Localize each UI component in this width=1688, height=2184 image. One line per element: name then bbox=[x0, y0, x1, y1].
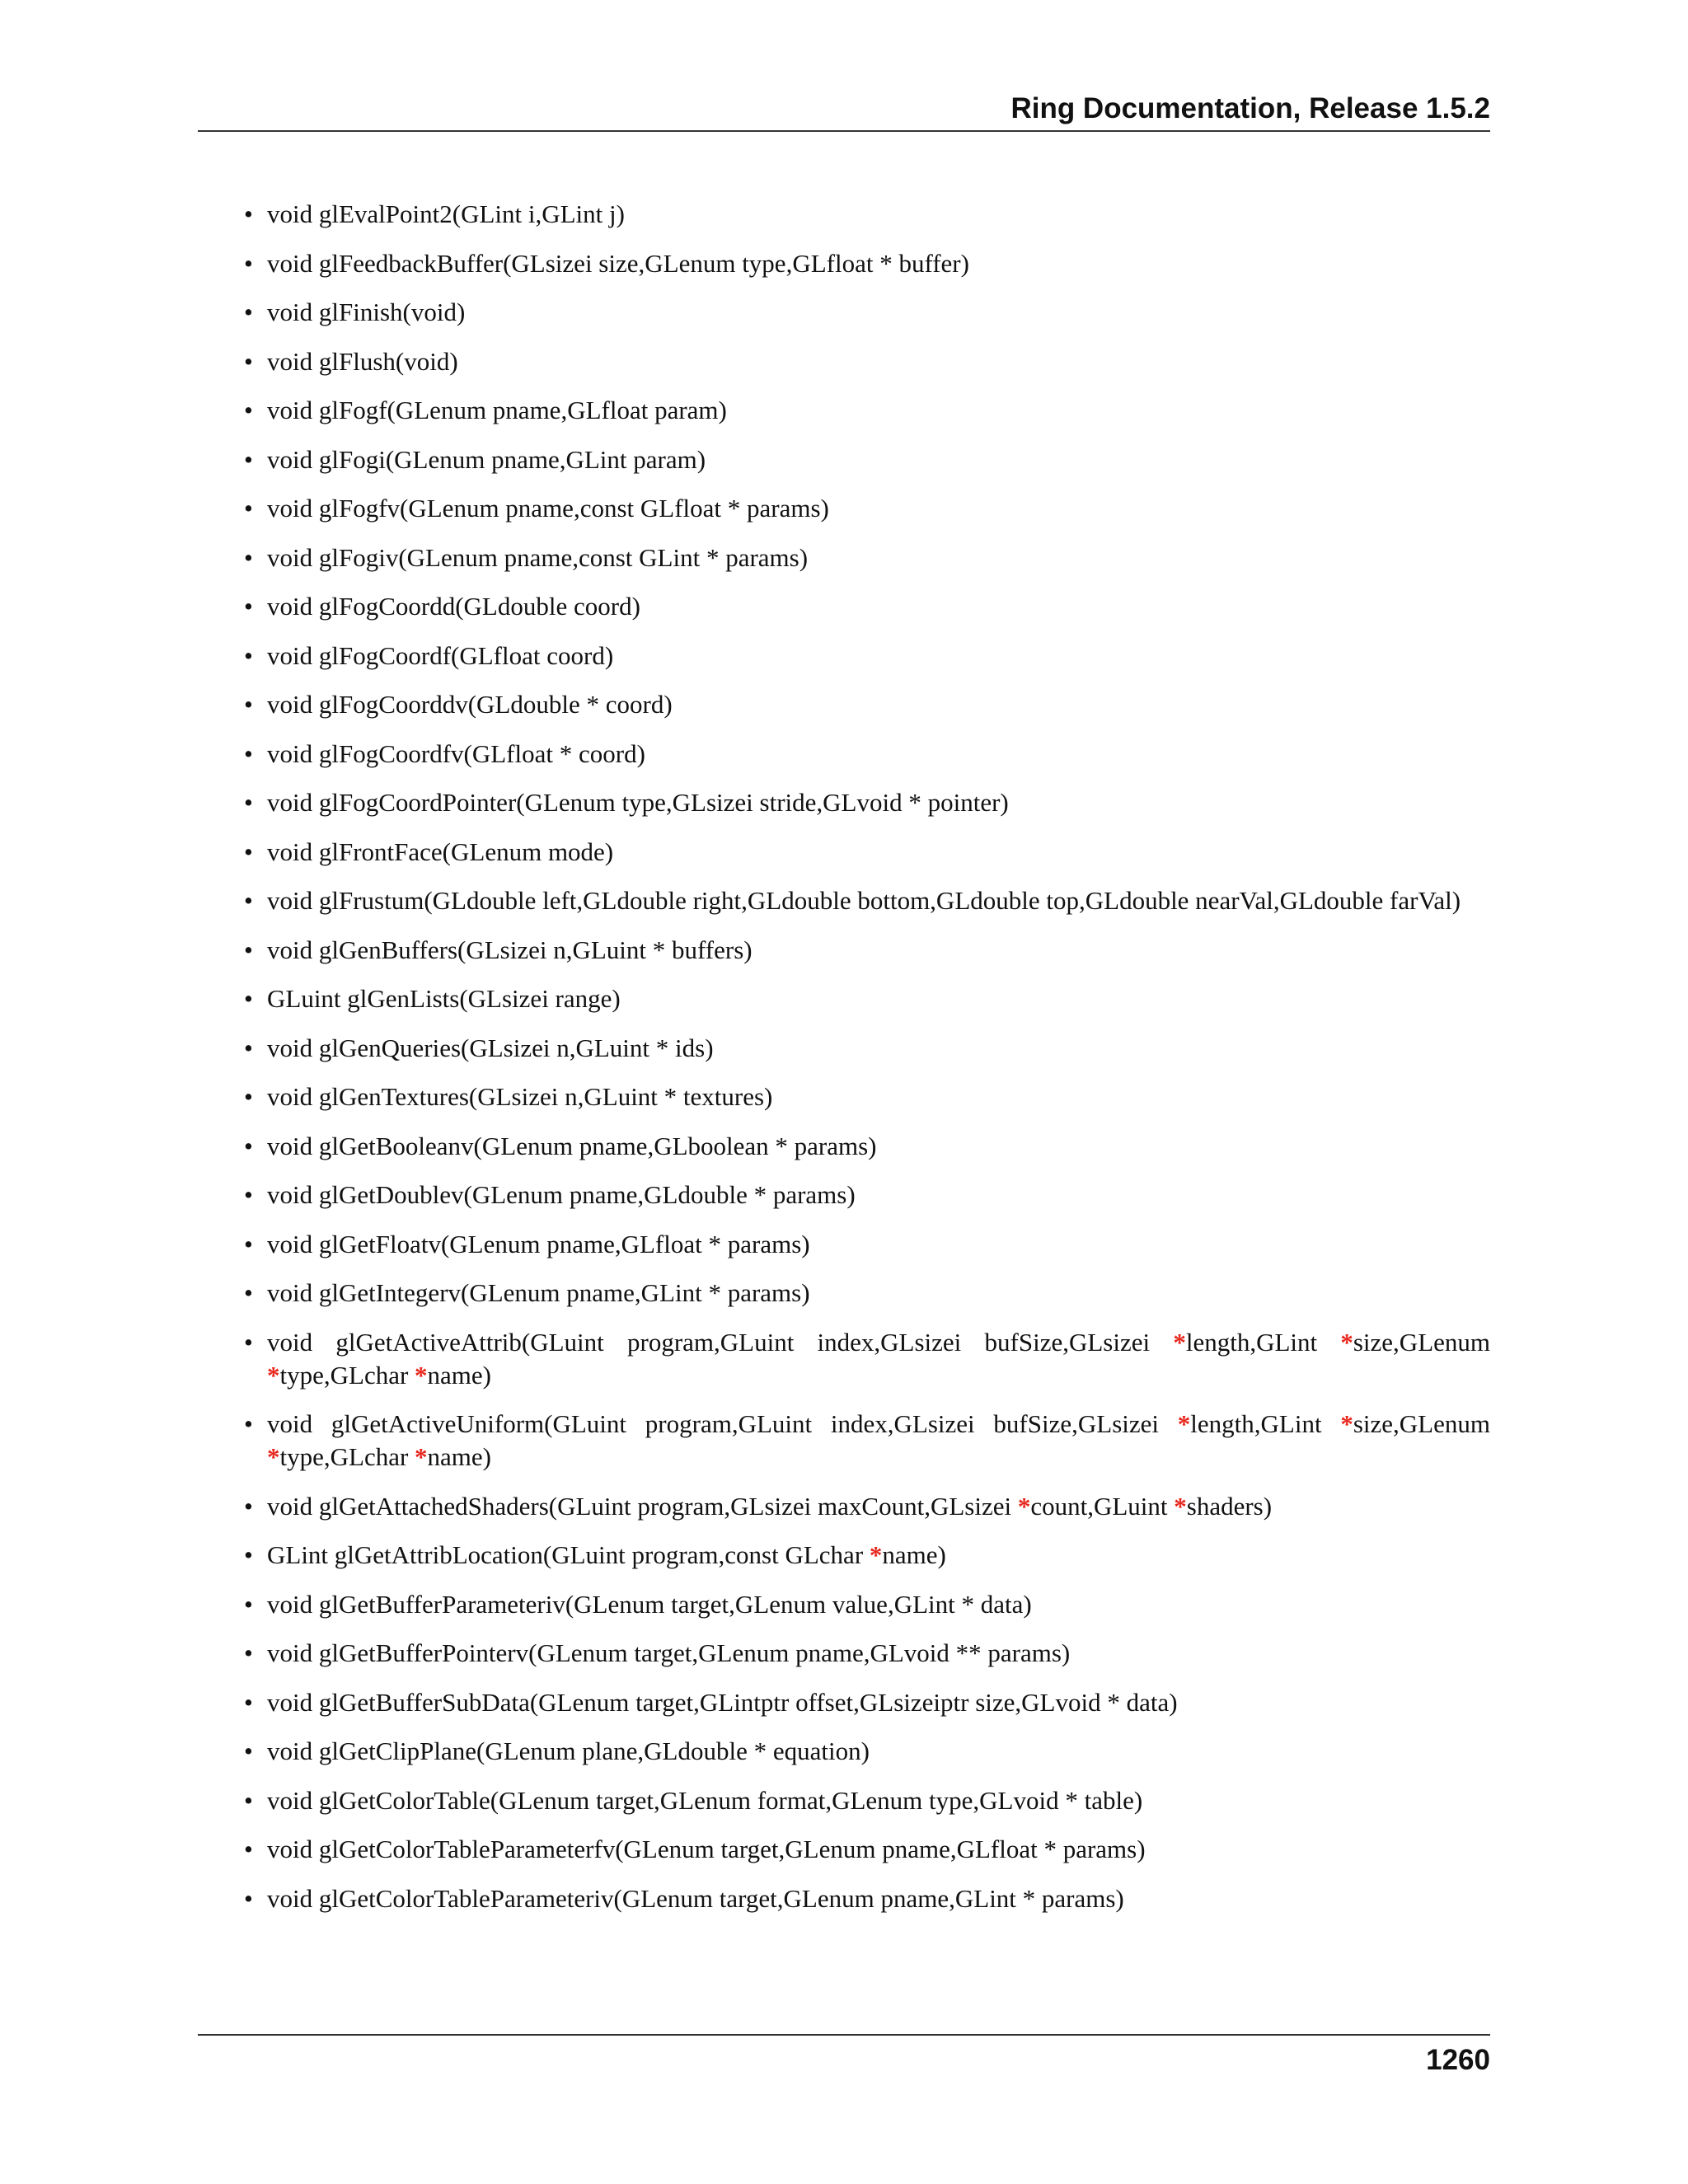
function-signature bbox=[267, 788, 1009, 817]
bullet-icon: • bbox=[244, 788, 253, 817]
pointer-asterisk: * bbox=[869, 1540, 883, 1569]
signature-text: shaders) bbox=[1186, 1491, 1273, 1521]
function-signature bbox=[267, 199, 625, 228]
function-signature bbox=[267, 1278, 810, 1307]
signature-text: name) bbox=[427, 1360, 492, 1390]
bullet-icon: • bbox=[244, 1229, 253, 1258]
function-signature bbox=[267, 1835, 1146, 1863]
signature-text: void glFlush(void) bbox=[267, 346, 458, 376]
signature-text: size,GLenum bbox=[1353, 1327, 1490, 1357]
bullet-icon: • bbox=[244, 1687, 253, 1717]
bullet-icon: • bbox=[244, 1638, 253, 1667]
function-signature bbox=[267, 1638, 1070, 1667]
signature-text: void glGetBooleanv(GLenum pname,GLboolean * params) bbox=[267, 1131, 877, 1160]
list-item bbox=[244, 541, 1490, 574]
function-signature bbox=[267, 1786, 1142, 1815]
bullet-icon: • bbox=[244, 1327, 253, 1357]
signature-text: void glFeedbackBuffer(GLsizei size,GLenum type,GLfloat * buffer) bbox=[267, 248, 969, 278]
list-item bbox=[244, 590, 1490, 623]
signature-text: void glGenTextures(GLsizei n,GLuint * textures) bbox=[267, 1082, 773, 1111]
bullet-icon: • bbox=[244, 984, 253, 1013]
signature-text: void glFogf(GLenum pname,GLfloat param) bbox=[267, 396, 727, 424]
signature-text: name) bbox=[882, 1540, 946, 1569]
signature-text: void glGenQueries(GLsizei n,GLuint * ids) bbox=[267, 1033, 714, 1062]
function-signature bbox=[267, 1033, 714, 1062]
list-item bbox=[244, 836, 1490, 869]
function-signature bbox=[267, 1884, 1124, 1913]
function-signature bbox=[267, 1492, 1272, 1521]
bullet-icon: • bbox=[244, 1589, 253, 1619]
signature-text: void glFogiv(GLenum pname,const GLint * params) bbox=[267, 542, 809, 572]
list-item bbox=[244, 1408, 1490, 1474]
list-item bbox=[244, 1032, 1490, 1065]
list-item bbox=[244, 1179, 1490, 1212]
signature-text: void glGetFloatv(GLenum pname,GLfloat * params) bbox=[267, 1229, 810, 1258]
function-signature bbox=[267, 1409, 1490, 1471]
function-signature bbox=[267, 494, 829, 523]
bullet-icon: • bbox=[244, 1835, 253, 1863]
list-item bbox=[244, 1833, 1490, 1866]
list-item bbox=[244, 1637, 1490, 1670]
function-signature bbox=[267, 886, 1461, 915]
header-divider bbox=[198, 130, 1490, 132]
signature-text: void glFrustum(GLdouble left,GLdouble right,GLdouble bottom,GLdouble top,GLdouble nearVal,GLdouble farVal) bbox=[267, 886, 1461, 915]
list-item bbox=[244, 786, 1490, 819]
list-item bbox=[244, 296, 1490, 329]
list-item bbox=[244, 1784, 1490, 1817]
signature-text: void glGetActiveAttrib(GLuint program,GLuint index,GLsizei bufSize,GLsizei bbox=[267, 1327, 1174, 1357]
list-item bbox=[244, 492, 1490, 525]
signature-text: length,GLint bbox=[1190, 1409, 1341, 1438]
signature-text: void glFogCoorddv(GLdouble * coord) bbox=[267, 690, 673, 719]
signature-text: void glEvalPoint2(GLint i,GLint j) bbox=[267, 199, 625, 228]
bullet-icon: • bbox=[244, 396, 253, 424]
function-signature bbox=[267, 935, 753, 964]
bullet-icon: • bbox=[244, 1082, 253, 1111]
signature-text: void glGetIntegerv(GLenum pname,GLint * params) bbox=[267, 1278, 810, 1307]
signature-text: void glGetBufferParameteriv(GLenum target,GLenum value,GLint * data) bbox=[267, 1589, 1032, 1619]
list-item bbox=[244, 1686, 1490, 1719]
function-signature bbox=[267, 690, 673, 719]
list-item bbox=[244, 198, 1490, 231]
pointer-asterisk: * bbox=[267, 1360, 280, 1390]
signature-text: void glFinish(void) bbox=[267, 298, 466, 326]
function-signature bbox=[267, 1688, 1178, 1717]
pointer-asterisk: * bbox=[1340, 1409, 1353, 1438]
bullet-icon: • bbox=[244, 1736, 253, 1765]
list-item bbox=[244, 1882, 1490, 1915]
bullet-icon: • bbox=[244, 1409, 253, 1438]
function-signature bbox=[267, 249, 969, 278]
signature-text: void glFogCoordf(GLfloat coord) bbox=[267, 640, 614, 670]
pointer-asterisk: * bbox=[1174, 1491, 1187, 1521]
signature-text: void glGenBuffers(GLsizei n,GLuint * buffers) bbox=[267, 935, 753, 964]
function-signature bbox=[267, 396, 727, 424]
signature-text: void glGetColorTableParameteriv(GLenum target,GLenum pname,GLint * params) bbox=[267, 1883, 1124, 1913]
signature-text: void glGetActiveUniform(GLuint program,GLuint index,GLsizei bufSize,GLsizei bbox=[267, 1409, 1178, 1438]
signature-text: size,GLenum bbox=[1353, 1409, 1490, 1438]
signature-text: void glFogCoordd(GLdouble coord) bbox=[267, 592, 640, 621]
function-signature bbox=[267, 1328, 1490, 1390]
bullet-icon: • bbox=[244, 886, 253, 915]
function-signature bbox=[267, 641, 613, 670]
pointer-asterisk: * bbox=[1177, 1409, 1191, 1438]
bullet-icon: • bbox=[244, 1131, 253, 1160]
list-item bbox=[244, 688, 1490, 721]
signature-text: name) bbox=[427, 1442, 492, 1471]
signature-text: GLint glGetAttribLocation(GLuint program,const GLchar bbox=[267, 1540, 870, 1569]
signature-text: count,GLuint bbox=[1030, 1491, 1175, 1521]
bullet-icon: • bbox=[244, 1491, 253, 1521]
function-signature bbox=[267, 837, 613, 866]
bullet-icon: • bbox=[244, 837, 253, 866]
content-area bbox=[244, 198, 1490, 1931]
function-signature bbox=[267, 739, 645, 768]
list-item bbox=[244, 982, 1490, 1015]
bullet-icon: • bbox=[244, 592, 253, 621]
function-signature bbox=[267, 1590, 1032, 1619]
function-signature bbox=[267, 298, 465, 326]
signature-text: void glGetDoublev(GLenum pname,GLdouble * params) bbox=[267, 1180, 856, 1209]
list-item bbox=[244, 1228, 1490, 1261]
signature-text: void glGetClipPlane(GLenum plane,GLdouble * equation) bbox=[267, 1736, 870, 1765]
pointer-asterisk: * bbox=[1017, 1491, 1031, 1521]
pointer-asterisk: * bbox=[1173, 1327, 1186, 1357]
bullet-icon: • bbox=[244, 1180, 253, 1209]
function-signature bbox=[267, 1132, 877, 1160]
footer-divider bbox=[198, 2034, 1490, 2036]
signature-text: void glFogi(GLenum pname,GLint param) bbox=[267, 444, 706, 474]
list-item bbox=[244, 738, 1490, 771]
signature-text: void glGetBufferPointerv(GLenum target,GLenum pname,GLvoid ** params) bbox=[267, 1638, 1071, 1667]
bullet-icon: • bbox=[244, 690, 253, 719]
list-item bbox=[244, 394, 1490, 427]
bullet-icon: • bbox=[244, 346, 253, 376]
function-signature bbox=[267, 445, 706, 474]
function-signature bbox=[267, 1540, 946, 1569]
function-signature-list bbox=[244, 198, 1490, 1915]
list-item bbox=[244, 443, 1490, 476]
signature-text: void glGetBufferSubData(GLenum target,GLintptr offset,GLsizeiptr size,GLvoid * data) bbox=[267, 1687, 1178, 1717]
list-item bbox=[244, 345, 1490, 378]
signature-text: type,GLchar bbox=[279, 1442, 415, 1471]
page-number: 1260 bbox=[1426, 2044, 1490, 2076]
function-signature bbox=[267, 1736, 870, 1765]
bullet-icon: • bbox=[244, 199, 253, 228]
list-item bbox=[244, 1326, 1490, 1392]
signature-text: length,GLint bbox=[1185, 1327, 1341, 1357]
list-item bbox=[244, 1277, 1490, 1310]
bullet-icon: • bbox=[244, 1033, 253, 1062]
bullet-icon: • bbox=[244, 298, 253, 326]
list-item bbox=[244, 1130, 1490, 1163]
bullet-icon: • bbox=[244, 1540, 253, 1569]
bullet-icon: • bbox=[244, 1785, 253, 1815]
bullet-icon: • bbox=[244, 494, 253, 523]
function-signature bbox=[267, 592, 640, 621]
signature-text: void glGetColorTableParameterfv(GLenum target,GLenum pname,GLfloat * params) bbox=[267, 1835, 1146, 1863]
signature-text: void glFogCoordfv(GLfloat * coord) bbox=[267, 738, 645, 768]
pointer-asterisk: * bbox=[1340, 1327, 1353, 1357]
list-item bbox=[244, 934, 1490, 967]
bullet-icon: • bbox=[244, 640, 253, 670]
bullet-icon: • bbox=[244, 248, 253, 278]
function-signature bbox=[267, 543, 808, 572]
function-signature bbox=[267, 1180, 856, 1209]
function-signature bbox=[267, 1082, 772, 1111]
list-item bbox=[244, 1490, 1490, 1523]
bullet-icon: • bbox=[244, 935, 253, 964]
function-signature bbox=[267, 984, 621, 1013]
list-item bbox=[244, 640, 1490, 673]
list-item bbox=[244, 1539, 1490, 1572]
list-item bbox=[244, 1735, 1490, 1768]
list-item bbox=[244, 884, 1490, 917]
list-item bbox=[244, 1588, 1490, 1621]
signature-text: GLuint glGenLists(GLsizei range) bbox=[267, 984, 621, 1013]
signature-text: void glFogfv(GLenum pname,const GLfloat * params) bbox=[267, 494, 829, 523]
pointer-asterisk: * bbox=[415, 1442, 428, 1471]
document-header-title: Ring Documentation, Release 1.5.2 bbox=[1010, 92, 1490, 124]
signature-text: void glFogCoordPointer(GLenum type,GLsizei stride,GLvoid * pointer) bbox=[267, 788, 1009, 817]
list-item bbox=[244, 1080, 1490, 1113]
bullet-icon: • bbox=[244, 738, 253, 768]
bullet-icon: • bbox=[244, 1278, 253, 1307]
bullet-icon: • bbox=[244, 444, 253, 474]
pointer-asterisk: * bbox=[267, 1442, 280, 1471]
signature-text: void glGetAttachedShaders(GLuint program,GLsizei maxCount,GLsizei bbox=[267, 1491, 1018, 1521]
signature-text: void glFrontFace(GLenum mode) bbox=[267, 837, 614, 866]
pointer-asterisk: * bbox=[415, 1360, 428, 1390]
signature-text: type,GLchar bbox=[279, 1360, 415, 1390]
list-item bbox=[244, 247, 1490, 280]
bullet-icon: • bbox=[244, 1883, 253, 1913]
bullet-icon: • bbox=[244, 542, 253, 572]
signature-text: void glGetColorTable(GLenum target,GLenum format,GLenum type,GLvoid * table) bbox=[267, 1785, 1143, 1815]
function-signature bbox=[267, 1230, 810, 1258]
function-signature bbox=[267, 347, 458, 376]
